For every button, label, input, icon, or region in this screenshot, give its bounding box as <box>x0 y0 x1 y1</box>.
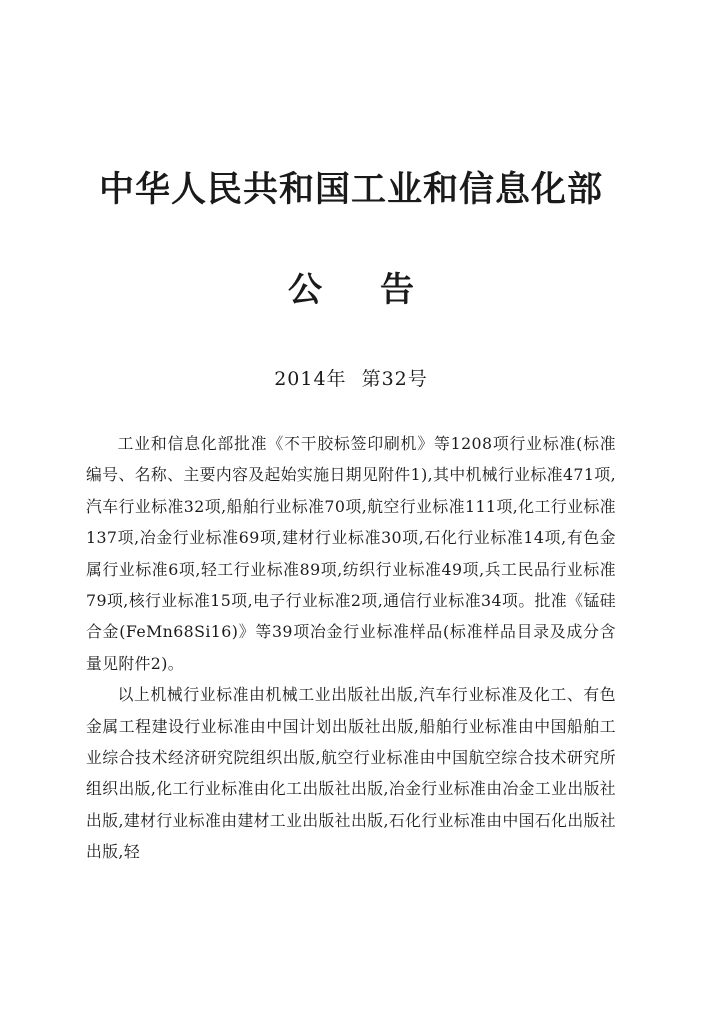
document-type-heading: 公告 <box>288 270 472 310</box>
document-number: 2014年 第32号 <box>274 368 428 390</box>
announcement-body <box>86 428 616 868</box>
body-paragraph-2: 以上机械行业标准由机械工业出版社出版,汽车行业标准及化工、有色金属工程建设行业标准由中国计划出版社出版,船舶行业标准由中国船舶工业综合技术经济研究院组织出版,航空行业标准由中国航空综合技术研究所组织出版,化工行业标准由化工出版社出版,冶金行业标准由冶金工业出版社出版,建材行业标准由建材工业出版社出版,石化行业标准由中国石化出版社出版,轻 <box>86 685 616 862</box>
ministry-title: 中华人民共和国工业和信息化部 <box>98 170 603 210</box>
body-paragraph-1: 工业和信息化部批准《不干胶标签印刷机》等1208项行业标准(标准编号、名称、主要内容及起始实施日期见附件1),其中机械行业标准471项,汽车行业标准32项,船舶行业标准70项,航空行业标准111项,化工行业标准137项,冶金行业标准69项,建材行业标准30项,石化行业标准14项,有色金属行业标准6项,轻工行业标准89项,纺织行业标准49项,兵工民品行业标准79项,核行业标准15项,电子行业标准2项,通信行业标准34项。批准《锰硅合金(FeMn68Si16)》等39项冶金行业标准样品(标准样品目录及成分含量见附件2)。 <box>86 434 616 673</box>
